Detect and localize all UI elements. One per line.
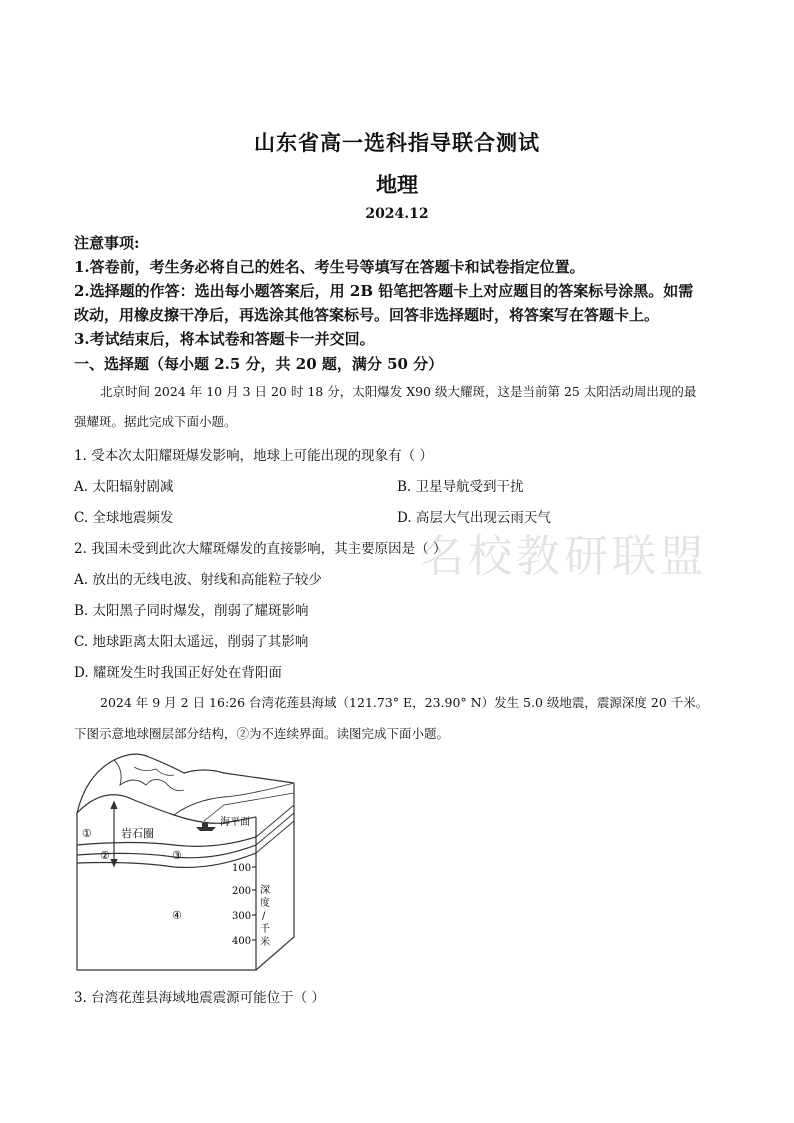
notice-heading: 注意事项: xyxy=(74,234,140,252)
exam-title: 山东省高一选科指导联合测试 xyxy=(254,130,540,155)
label-4: ④ xyxy=(172,909,182,922)
q1-stem: 1. 受本次太阳耀斑爆发影响，地球上可能出现的现象有（ ） xyxy=(74,448,433,464)
notice-item-3: 3.考试结束后，将本试卷和答题卡一并交回。 xyxy=(74,330,375,348)
depth-tick-300: 300 xyxy=(232,911,252,922)
watermark: 名校教研联盟 xyxy=(420,531,708,582)
section-heading: 一、选择题（每小题 2.5 分，共 20 题，满分 50 分） xyxy=(74,355,444,373)
passage1-line2: 强耀斑。据此完成下面小题。 xyxy=(74,414,237,429)
sea-level-label: 海平面 xyxy=(220,817,250,828)
q2-option-b[interactable]: B. 太阳黑子同时爆发，削弱了耀斑影响 xyxy=(74,603,309,619)
notice-item-2b: 改动，用橡皮擦干净后，再选涂其他答案标号。回答非选择题时，将答案写在答题卡上。 xyxy=(74,306,660,324)
depth-label-c2: 度 xyxy=(260,898,270,909)
label-3: ③ xyxy=(172,849,182,862)
passage1-line1: 北京时间 2024 年 10 月 3 日 20 时 18 分，太阳爆发 X90 级大耀斑，这是当前第 25 太阳活动周出现的最 xyxy=(100,384,697,399)
q1-option-d[interactable]: D. 高层大气出现云雨天气 xyxy=(397,510,551,526)
q1-option-b[interactable]: B. 卫星导航受到干扰 xyxy=(397,479,524,495)
label-2: ② xyxy=(100,849,110,862)
boundary-line-1 xyxy=(77,837,256,846)
block-front-face xyxy=(77,813,256,970)
depth-label-c4: 千 xyxy=(260,924,270,935)
earth-layers-figure xyxy=(74,745,304,980)
q2-stem: 2. 我国未受到此次大耀斑爆发的直接影响，其主要原因是（ ） xyxy=(74,541,447,557)
passage2-line2: 下图示意地球圈层部分结构，②为不连续界面。读图完成下面小题。 xyxy=(74,726,450,741)
q1-option-c[interactable]: C. 全球地震频发 xyxy=(74,510,174,526)
q3-stem: 3. 台湾花莲县海域地震震源可能位于（ ） xyxy=(74,990,325,1006)
notice-item-1: 1.答卷前，考生务必将自己的姓名、考生号等填写在答题卡和试卷指定位置。 xyxy=(74,258,585,276)
exam-date: 2024.12 xyxy=(365,206,429,222)
depth-label-c3: / xyxy=(262,911,266,922)
depth-tick-100: 100 xyxy=(232,863,252,874)
subject-title: 地理 xyxy=(376,172,418,197)
ship-icon xyxy=(196,823,216,831)
depth-tick-200: 200 xyxy=(232,886,252,897)
depth-label-c1: 深 xyxy=(260,885,270,896)
depth-label-c5: 米 xyxy=(260,937,270,948)
q2-option-a[interactable]: A. 放出的无线电波、射线和高能粒子较少 xyxy=(74,572,322,588)
passage2-line1: 2024 年 9 月 2 日 16:26 台湾花莲县海域（121.73° E，23.90° N）发生 5.0 级地震，震源深度 20 千米。 xyxy=(100,695,709,710)
depth-tick-400: 400 xyxy=(232,936,252,947)
label-1: ① xyxy=(82,827,92,840)
notice-item-2a: 2.选择题的作答：选出每小题答案后，用 2B 铅笔把答题卡上对应题目的答案标号涂黑。如需 xyxy=(74,282,694,300)
q1-option-a[interactable]: A. 太阳辐射剧减 xyxy=(74,479,174,495)
q2-option-c[interactable]: C. 地球距离太阳太遥远，削弱了其影响 xyxy=(74,634,309,650)
terrain-back-edge xyxy=(77,754,294,813)
q2-option-d[interactable]: D. 耀斑发生时我国正好处在背阳面 xyxy=(74,665,282,681)
lithosphere-label: 岩石圈 xyxy=(121,827,154,840)
